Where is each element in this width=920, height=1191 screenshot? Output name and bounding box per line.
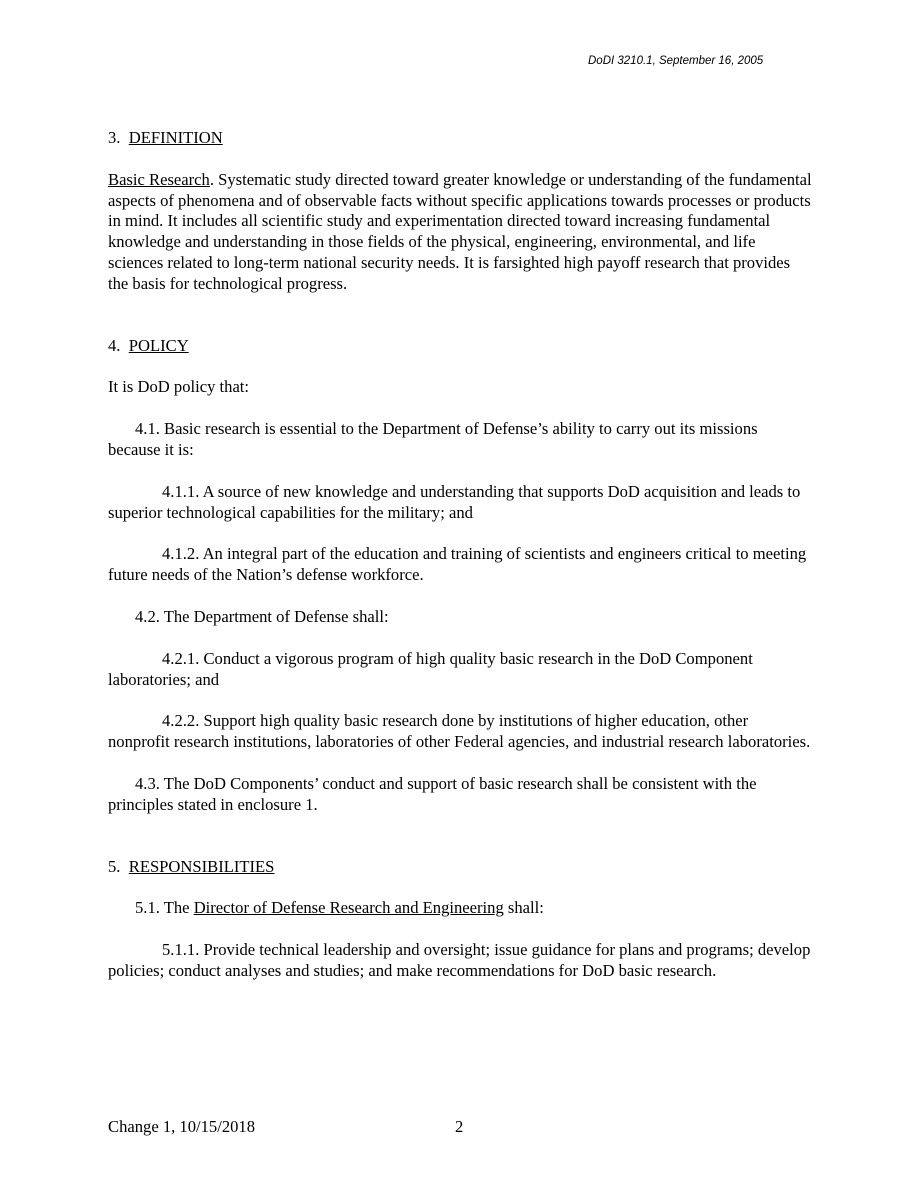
paragraph-4-1: 4.1. Basic research is essential to the Department of Defense’s ability to carry out its missions because it is: bbox=[108, 419, 758, 459]
defined-term: Basic Research bbox=[108, 169, 210, 189]
section-heading-definition bbox=[108, 128, 814, 149]
paragraph-4-2-1: 4.2.1. Conduct a vigorous program of high quality basic research in the DoD Component laboratories; and bbox=[108, 648, 753, 689]
definition-text: . Systematic study directed toward greater knowledge or understanding of the fundamental aspects of phenomena and of observable facts without specific applications towards processes or products in mind. It includes all scientific study and experimentation directed toward increasing fundamental knowledge and understanding in those fields of the physical, engineering, environmental, and life sciences related to long-term national security needs. It is farsighted high payoff research that provides the basis for technological progress. bbox=[108, 169, 812, 293]
paragraph-5-1 bbox=[108, 898, 814, 919]
section-number: 5. bbox=[108, 856, 121, 876]
paragraph-5-1-prefix: 5.1. The bbox=[135, 898, 194, 918]
section-title: DEFINITION bbox=[128, 128, 223, 147]
paragraph-5-1-suffix: shall: bbox=[503, 898, 544, 918]
section-number: 3. bbox=[108, 128, 121, 147]
running-header: DoDI 3210.1, September 16, 2005 bbox=[588, 55, 764, 67]
paragraph-4-1-2: 4.1.2. An integral part of the education and training of scientists and engineers critical to meeting future needs of the Nation’s defense workforce. bbox=[108, 544, 807, 585]
section-title: POLICY bbox=[128, 335, 189, 355]
paragraph-4-3: 4.3. The DoD Components’ conduct and support of basic research shall be consistent with the principles stated in enclosure 1. bbox=[108, 773, 757, 814]
paragraph-4-2-2: 4.2.2. Support high quality basic research done by institutions of higher education, other nonprofit research institutions, laboratories of other Federal agencies, and industrial research laboratories. bbox=[108, 711, 811, 752]
section-heading-responsibilities bbox=[108, 857, 814, 878]
section-number: 4. bbox=[108, 335, 121, 355]
office-name: Director of Defense Research and Engineering bbox=[193, 898, 504, 918]
paragraph-4-2: 4.2. The Department of Defense shall: bbox=[135, 606, 389, 626]
section-heading-policy bbox=[108, 336, 814, 357]
document-body bbox=[108, 128, 814, 982]
paragraph-5-1-1: 5.1.1. Provide technical leadership and oversight; issue guidance for plans and programs; develop policies; conduct analyses and studies; and make recommendations for DoD basic research. bbox=[108, 940, 811, 980]
definition-paragraph bbox=[108, 170, 814, 295]
footer-change-note: Change 1, 10/15/2018 bbox=[108, 1117, 256, 1136]
paragraph-4-1-1: 4.1.1. A source of new knowledge and understanding that supports DoD acquisition and leads to superior technological capabilities for the military; and bbox=[108, 481, 801, 522]
page-number: 2 bbox=[455, 1117, 464, 1136]
policy-intro: It is DoD policy that: bbox=[108, 377, 250, 397]
section-title: RESPONSIBILITIES bbox=[128, 856, 275, 876]
